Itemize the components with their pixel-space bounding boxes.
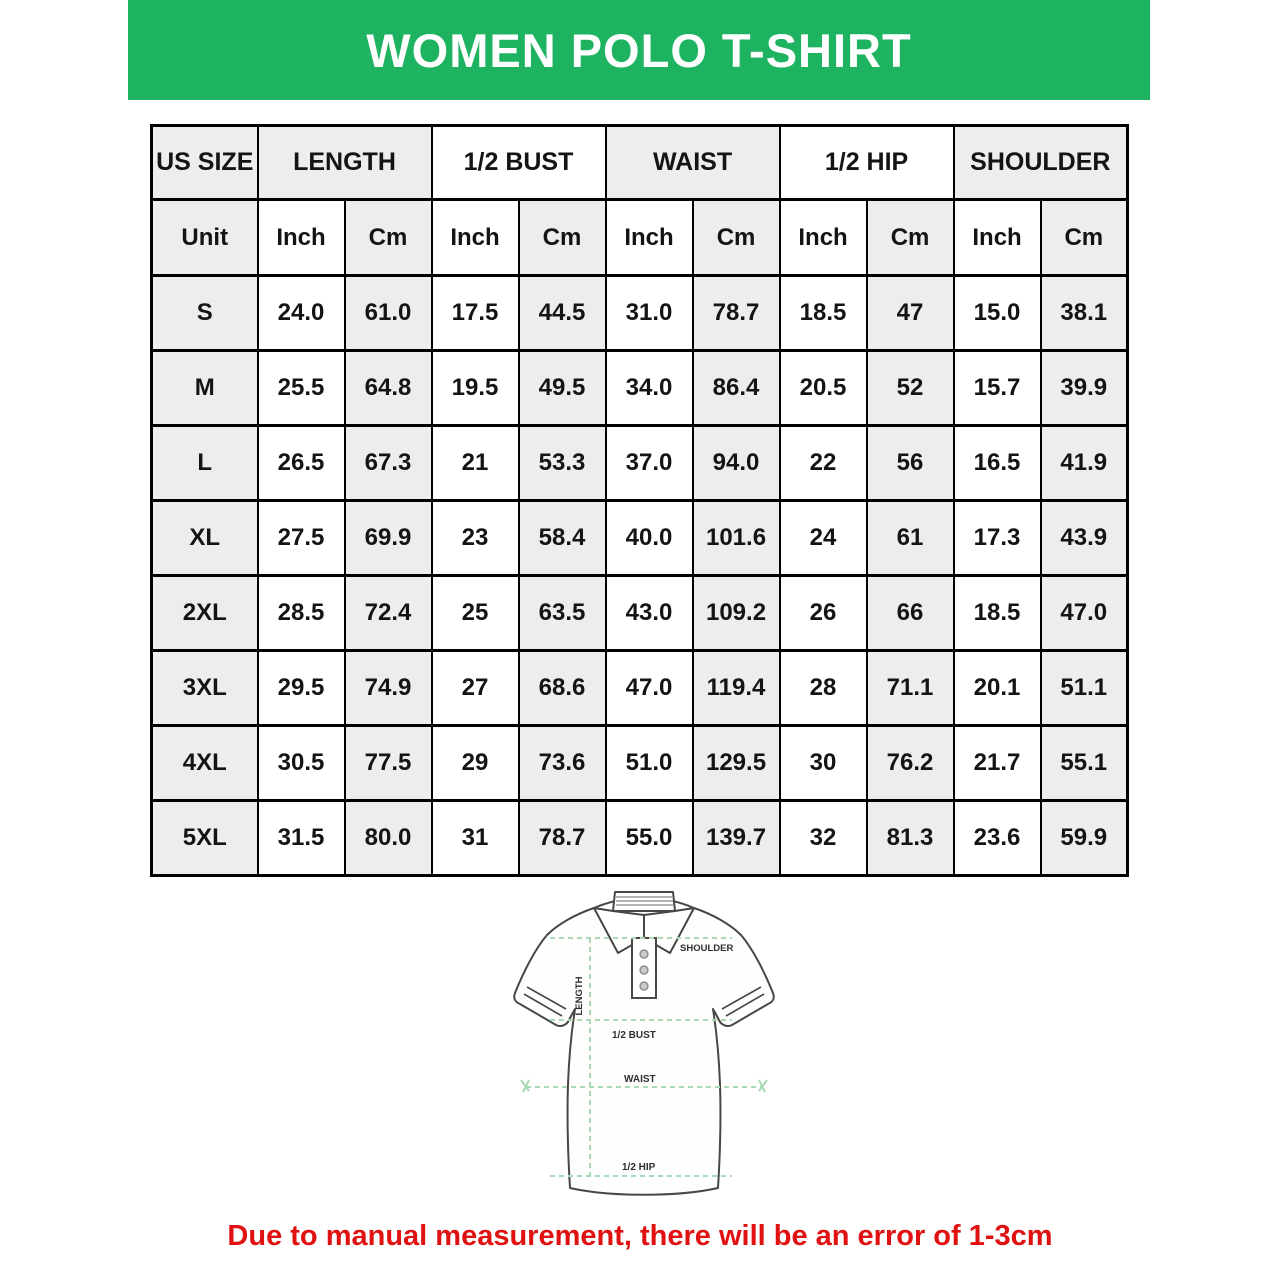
measurement-value-cell: 19.5 xyxy=(432,351,519,426)
measurement-value-cell: 109.2 xyxy=(693,576,780,651)
button-icon xyxy=(640,950,648,958)
column-group-header-row xyxy=(152,126,1128,200)
measurement-value-cell: 23.6 xyxy=(954,801,1041,876)
measurement-value-cell: 23 xyxy=(432,501,519,576)
unit-cell: Unit xyxy=(152,200,258,276)
measurement-value-cell: 63.5 xyxy=(519,576,606,651)
measurement-value-cell: 64.8 xyxy=(345,351,432,426)
length-label: LENGTH xyxy=(574,976,585,1016)
measurement-value-cell: 24 xyxy=(780,501,867,576)
unit-header-row xyxy=(152,200,1128,276)
measurement-error-note: Due to manual measurement, there will be an error of 1-3cm xyxy=(227,1220,1053,1252)
measurement-value-cell: 27 xyxy=(432,651,519,726)
measurement-value-cell: 59.9 xyxy=(1041,801,1128,876)
title-banner xyxy=(128,0,1150,100)
measurement-value-cell: 40.0 xyxy=(606,501,693,576)
polo-measurement-diagram xyxy=(498,886,790,1210)
measurement-value-cell: 61 xyxy=(867,501,954,576)
measurement-value-cell: 39.9 xyxy=(1041,351,1128,426)
measurement-value-cell: 52 xyxy=(867,351,954,426)
size-table-body xyxy=(152,276,1128,876)
unit-cell: Cm xyxy=(519,200,606,276)
measurement-value-cell: 24.0 xyxy=(258,276,345,351)
size-label-cell: S xyxy=(152,276,258,351)
column-header-half-bust: 1/2 BUST xyxy=(432,126,606,200)
measurement-value-cell: 66 xyxy=(867,576,954,651)
table-row xyxy=(152,351,1128,426)
measurement-value-cell: 81.3 xyxy=(867,801,954,876)
measurement-value-cell: 55.1 xyxy=(1041,726,1128,801)
page-title: WOMEN POLO T-SHIRT xyxy=(366,23,912,77)
measurement-value-cell: 49.5 xyxy=(519,351,606,426)
measurement-value-cell: 15.7 xyxy=(954,351,1041,426)
column-header-shoulder: SHOULDER xyxy=(954,126,1128,200)
unit-cell: Cm xyxy=(693,200,780,276)
measurement-value-cell: 78.7 xyxy=(693,276,780,351)
measurement-value-cell: 31.5 xyxy=(258,801,345,876)
measurement-value-cell: 25.5 xyxy=(258,351,345,426)
measurement-value-cell: 32 xyxy=(780,801,867,876)
measurement-value-cell: 28.5 xyxy=(258,576,345,651)
measurement-value-cell: 15.0 xyxy=(954,276,1041,351)
unit-cell: Inch xyxy=(606,200,693,276)
measurement-value-cell: 29.5 xyxy=(258,651,345,726)
measurement-value-cell: 20.5 xyxy=(780,351,867,426)
button-icon xyxy=(640,982,648,990)
measurement-value-cell: 69.9 xyxy=(345,501,432,576)
table-row xyxy=(152,576,1128,651)
measurement-value-cell: 41.9 xyxy=(1041,426,1128,501)
size-label-cell: XL xyxy=(152,501,258,576)
measurement-value-cell: 76.2 xyxy=(867,726,954,801)
unit-cell: Inch xyxy=(780,200,867,276)
measurement-value-cell: 43.0 xyxy=(606,576,693,651)
measurement-value-cell: 37.0 xyxy=(606,426,693,501)
measurement-value-cell: 43.9 xyxy=(1041,501,1128,576)
table-row xyxy=(152,801,1128,876)
measurement-value-cell: 68.6 xyxy=(519,651,606,726)
measurement-value-cell: 29 xyxy=(432,726,519,801)
column-header-us-size: US SIZE xyxy=(152,126,258,200)
size-label-cell: 5XL xyxy=(152,801,258,876)
size-label-cell: 4XL xyxy=(152,726,258,801)
column-header-waist: WAIST xyxy=(606,126,780,200)
column-header-half-hip: 1/2 HIP xyxy=(780,126,954,200)
measurement-value-cell: 73.6 xyxy=(519,726,606,801)
measurement-value-cell: 38.1 xyxy=(1041,276,1128,351)
measurement-value-cell: 55.0 xyxy=(606,801,693,876)
measurement-value-cell: 18.5 xyxy=(780,276,867,351)
measurement-value-cell: 51.0 xyxy=(606,726,693,801)
measurement-value-cell: 20.1 xyxy=(954,651,1041,726)
measurement-value-cell: 28 xyxy=(780,651,867,726)
hip-label: 1/2 HIP xyxy=(622,1162,656,1173)
measurement-value-cell: 21 xyxy=(432,426,519,501)
measurement-value-cell: 71.1 xyxy=(867,651,954,726)
polo-shirt-illustration xyxy=(498,886,790,1210)
measurement-value-cell: 47.0 xyxy=(606,651,693,726)
size-label-cell: L xyxy=(152,426,258,501)
measurement-value-cell: 30 xyxy=(780,726,867,801)
measurement-value-cell: 61.0 xyxy=(345,276,432,351)
measurement-value-cell: 74.9 xyxy=(345,651,432,726)
measurement-value-cell: 53.3 xyxy=(519,426,606,501)
measurement-value-cell: 26 xyxy=(780,576,867,651)
measurement-value-cell: 30.5 xyxy=(258,726,345,801)
measurement-value-cell: 77.5 xyxy=(345,726,432,801)
table-row xyxy=(152,501,1128,576)
table-row xyxy=(152,426,1128,501)
measurement-value-cell: 21.7 xyxy=(954,726,1041,801)
measurement-value-cell: 139.7 xyxy=(693,801,780,876)
unit-cell: Inch xyxy=(432,200,519,276)
measurement-value-cell: 26.5 xyxy=(258,426,345,501)
measurement-value-cell: 78.7 xyxy=(519,801,606,876)
polo-placket xyxy=(632,938,656,998)
waist-label: WAIST xyxy=(624,1074,656,1085)
measurement-value-cell: 51.1 xyxy=(1041,651,1128,726)
measurement-value-cell: 94.0 xyxy=(693,426,780,501)
measurement-value-cell: 22 xyxy=(780,426,867,501)
measurement-value-cell: 67.3 xyxy=(345,426,432,501)
measurement-value-cell: 16.5 xyxy=(954,426,1041,501)
measurement-value-cell: 17.3 xyxy=(954,501,1041,576)
column-header-length: LENGTH xyxy=(258,126,432,200)
table-row xyxy=(152,726,1128,801)
unit-cell: Inch xyxy=(258,200,345,276)
shoulder-label: SHOULDER xyxy=(680,943,734,954)
measurement-value-cell: 129.5 xyxy=(693,726,780,801)
measurement-value-cell: 72.4 xyxy=(345,576,432,651)
measurement-value-cell: 58.4 xyxy=(519,501,606,576)
measurement-value-cell: 34.0 xyxy=(606,351,693,426)
measurement-value-cell: 31.0 xyxy=(606,276,693,351)
measurement-value-cell: 31 xyxy=(432,801,519,876)
measurement-value-cell: 80.0 xyxy=(345,801,432,876)
measurement-value-cell: 17.5 xyxy=(432,276,519,351)
measurement-value-cell: 86.4 xyxy=(693,351,780,426)
table-row xyxy=(152,651,1128,726)
measurement-value-cell: 56 xyxy=(867,426,954,501)
measurement-value-cell: 101.6 xyxy=(693,501,780,576)
measurement-value-cell: 18.5 xyxy=(954,576,1041,651)
table-row xyxy=(152,276,1128,351)
unit-cell: Cm xyxy=(867,200,954,276)
bust-label: 1/2 BUST xyxy=(612,1030,656,1041)
unit-cell: Cm xyxy=(345,200,432,276)
button-icon xyxy=(640,966,648,974)
measurement-value-cell: 25 xyxy=(432,576,519,651)
measurement-value-cell: 27.5 xyxy=(258,501,345,576)
size-label-cell: 2XL xyxy=(152,576,258,651)
size-table xyxy=(150,124,1129,877)
measurement-value-cell: 47.0 xyxy=(1041,576,1128,651)
measurement-value-cell: 44.5 xyxy=(519,276,606,351)
size-label-cell: 3XL xyxy=(152,651,258,726)
measurement-value-cell: 119.4 xyxy=(693,651,780,726)
unit-cell: Inch xyxy=(954,200,1041,276)
unit-cell: Cm xyxy=(1041,200,1128,276)
measurement-value-cell: 47 xyxy=(867,276,954,351)
size-label-cell: M xyxy=(152,351,258,426)
